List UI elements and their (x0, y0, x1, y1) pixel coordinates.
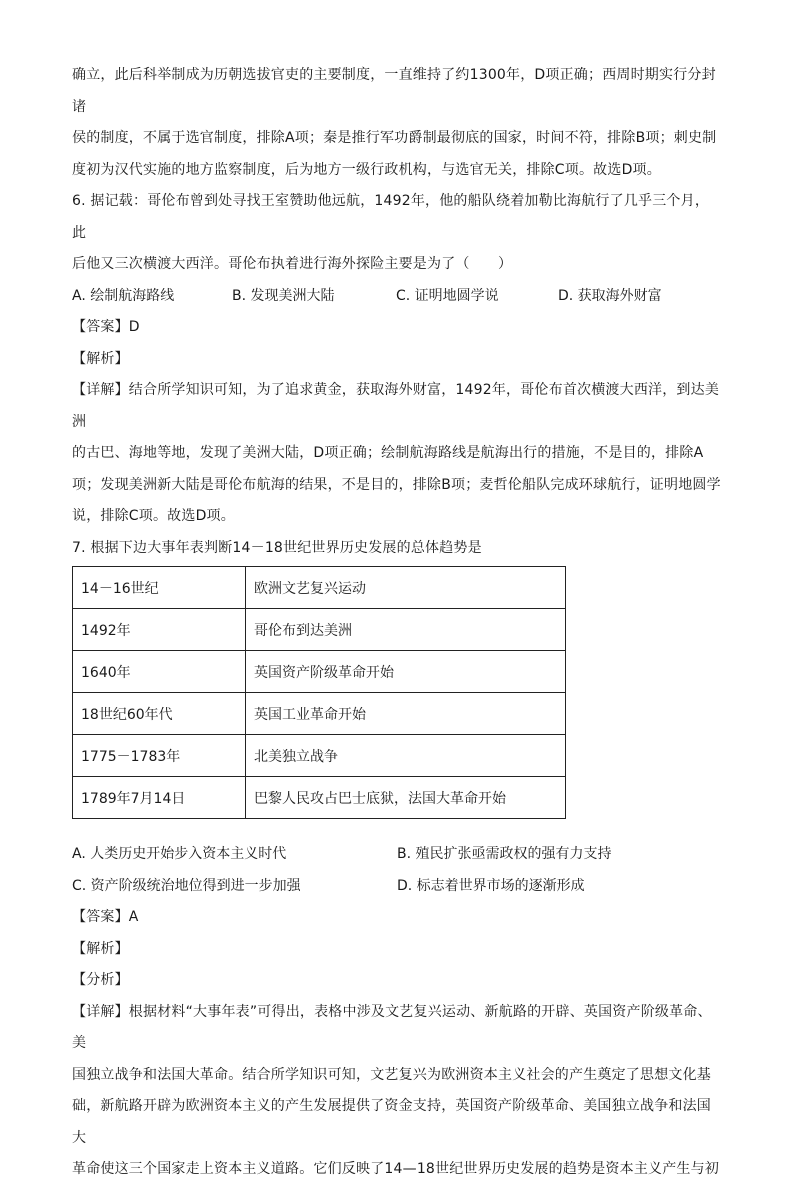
table-row (73, 777, 566, 819)
question-6 (72, 186, 722, 533)
table-cell-event: 欧洲文艺复兴运动 (246, 567, 566, 609)
detail-line: 项；发现美洲新大陆是哥伦布航海的结果，不是目的，排除B项；麦哲伦船队完成环球航行，证明地圆学 (72, 476, 721, 493)
document-page (72, 60, 722, 1186)
option-c: C. 证明地圆学说 (396, 287, 499, 304)
detail-line: 【详解】根据材料“大事年表”可得出，表格中涉及文艺复兴运动、新航路的开辟、英国资产阶级革命、美 (72, 1003, 712, 1051)
analysis-label: 【解析】 (72, 350, 129, 367)
table-cell-date: 14－16世纪 (73, 567, 246, 609)
answer-label: 【答案】D (72, 319, 140, 335)
option-b: B. 发现美洲大陆 (232, 287, 335, 304)
analysis-label: 【解析】 (72, 940, 129, 957)
detail-line: 国独立战争和法国大革命。结合所学知识可知，文艺复兴为欧洲资本主义社会的产生奠定了思想文化基 (72, 1066, 711, 1083)
table-row (73, 567, 566, 609)
table-row (73, 651, 566, 693)
question-stem: 后他又三次横渡大西洋。哥伦布执着进行海外探险主要是为了（ ） (72, 256, 513, 272)
question-stem: 7. 根据下边大事年表判断14－18世纪世界历史发展的总体趋势是 (72, 539, 482, 556)
table-row (73, 693, 566, 735)
option-b: B. 殖民扩张亟需政权的强有力支持 (397, 846, 612, 862)
table-cell-event: 巴黎人民攻占巴士底狱，法国大革命开始 (246, 777, 566, 819)
text-line: 确立，此后科举制成为历朝选拔官吏的主要制度，一直维持了约1300年，D项正确；西周时期实行分封诸 (72, 67, 716, 115)
options-row (72, 871, 722, 903)
table-cell-event: 北美独立战争 (246, 735, 566, 777)
detail-line: 【详解】结合所学知识可知，为了追求黄金，获取海外财富，1492年，哥伦布首次横渡大西洋，到达美洲 (72, 382, 720, 430)
detail-line: 革命使这三个国家走上资本主义道路。它们反映了14—18世纪世界历史发展的趋势是资本主义产生与初 (72, 1161, 720, 1177)
previous-answer-continuation (72, 60, 722, 186)
option-c: C. 资产阶级统治地位得到进一步加强 (72, 877, 301, 894)
table-cell-date: 1789年7月14日 (73, 777, 246, 819)
table-row (73, 735, 566, 777)
detail-line: 础，新航路开辟为欧洲资本主义的产生发展提供了资金支持，英国资产阶级革命、美国独立战争和法国大 (72, 1098, 711, 1146)
analysis-sub-label: 【分析】 (72, 972, 129, 988)
detail-line: 的古巴、海地等地，发现了美洲大陆，D项正确；绘制航海路线是航海出行的措施，不是目的，排除A (72, 445, 704, 461)
answer-label: 【答案】A (72, 909, 139, 925)
table-cell-event: 英国工业革命开始 (246, 693, 566, 735)
table-cell-date: 1492年 (73, 609, 246, 651)
option-d: D. 获取海外财富 (558, 287, 662, 304)
options-row (72, 839, 722, 871)
table-cell-event: 哥伦布到达美洲 (246, 609, 566, 651)
table-cell-date: 18世纪60年代 (73, 693, 246, 735)
table-row (73, 609, 566, 651)
text-line: 度初为汉代实施的地方监察制度，后为地方一级行政机构，与选官无关，排除C项。故选D项。 (72, 161, 661, 178)
detail-line: 说，排除C项。故选D项。 (72, 508, 235, 524)
text-line: 侯的制度，不属于选官制度，排除A项；秦是推行军功爵制最彻底的国家，时间不符，排除B项；刺史制 (72, 130, 717, 146)
option-a: A. 绘制航海路线 (72, 287, 175, 304)
question-7 (72, 533, 722, 1186)
table-cell-event: 英国资产阶级革命开始 (246, 651, 566, 693)
option-d: D. 标志着世界市场的逐渐形成 (397, 877, 585, 894)
question-stem: 6. 据记载：哥伦布曾到处寻找王室赞助他远航，1492年，他的船队绕着加勒比海航行了几乎三个月，此 (72, 193, 710, 241)
events-table (72, 566, 566, 819)
table-cell-date: 1640年 (73, 651, 246, 693)
options (72, 281, 722, 313)
option-a: A. 人类历史开始步入资本主义时代 (72, 846, 287, 862)
table-cell-date: 1775－1783年 (73, 735, 246, 777)
